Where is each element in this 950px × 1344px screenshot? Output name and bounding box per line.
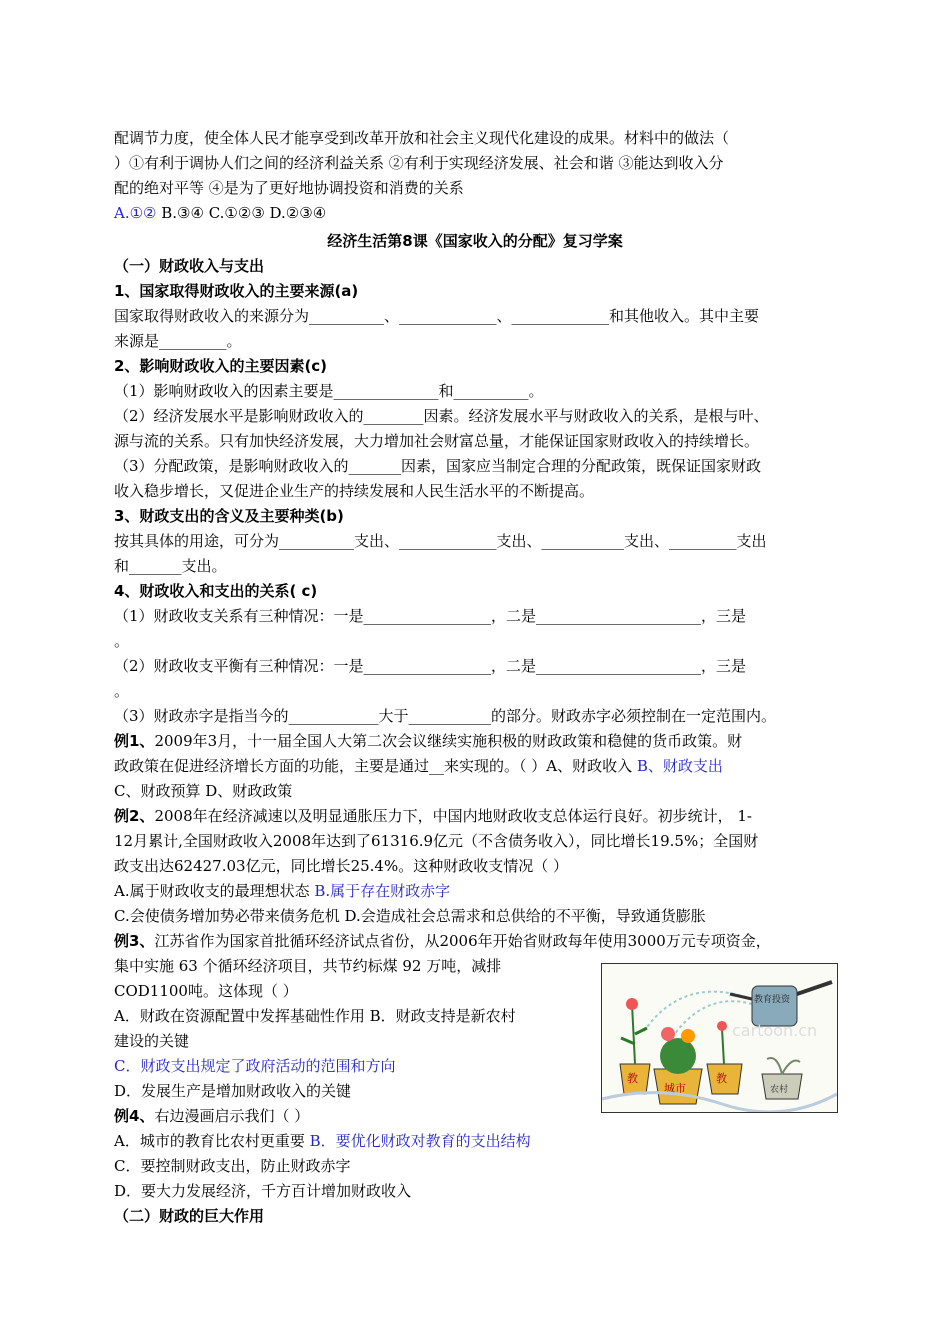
line-text: 集中实施 63 个循环经济项目，共节约标煤 92 万吨，减排 bbox=[114, 957, 502, 975]
text-line bbox=[114, 431, 759, 451]
section-heading bbox=[114, 581, 317, 601]
line-text: 按其具体的用途，可分为__________支出、_____________支出、___________支出、_________支出 bbox=[114, 532, 767, 550]
line-text: A．城市的教育比农村更重要 bbox=[114, 1132, 310, 1150]
line-text: （3）财政赤字是指当今的____________大于___________的部分。财政赤字必须控制在一定范围内。 bbox=[114, 707, 777, 725]
example-label: 例3、 bbox=[114, 932, 155, 950]
text-line bbox=[114, 781, 292, 801]
line-text: 12月累计,全国财政收入2008年达到了61316.9亿元（不含债务收入），同比增长19.5%；全国财 bbox=[114, 832, 759, 850]
text-line bbox=[114, 178, 464, 198]
text-line bbox=[114, 906, 706, 926]
line-text: 来源是_________。 bbox=[114, 332, 242, 350]
line-text: A．财政在资源配置中发挥基础性作用 B．财政支持是新农村 bbox=[114, 1007, 516, 1025]
cartoon-drawing bbox=[602, 964, 837, 1112]
line-text: （二）财政的巨大作用 bbox=[114, 1207, 265, 1225]
line-text: A.属于财政收支的最理想状态 bbox=[114, 882, 315, 900]
line-text: 建设的关键 bbox=[114, 1032, 190, 1050]
text-line bbox=[114, 756, 723, 776]
example-label: 例2、 bbox=[114, 807, 155, 825]
text-line bbox=[114, 1081, 351, 1101]
text-line bbox=[114, 706, 776, 726]
text-line bbox=[114, 881, 450, 901]
page-title bbox=[0, 230, 950, 251]
line-text: （一）财政收入与支出 bbox=[114, 257, 265, 275]
text-line bbox=[114, 981, 298, 1001]
text-line bbox=[114, 856, 568, 876]
line-text: 2008年在经济减速以及明显通胀压力下，中国内地财政收支总体运行良好。初步统计， 1- bbox=[154, 807, 752, 825]
line-text: 4、财政收入和支出的关系( c) bbox=[114, 582, 318, 600]
text-line bbox=[114, 831, 758, 851]
line-text: 。 bbox=[114, 632, 130, 650]
text-line bbox=[114, 128, 729, 148]
text-line bbox=[114, 531, 767, 551]
answer-option: A.①② bbox=[114, 204, 157, 222]
line-text: （2）财政收支平衡有三种情况：一是_________________，二是______________________，三是 bbox=[114, 657, 747, 675]
text-line bbox=[114, 606, 746, 626]
text-line bbox=[114, 481, 594, 501]
example-label: 例4、 bbox=[114, 1107, 155, 1125]
text-line bbox=[114, 806, 752, 826]
example-label: 例1、 bbox=[114, 732, 155, 750]
text-line bbox=[114, 556, 227, 576]
text-line bbox=[114, 1106, 309, 1126]
section-heading bbox=[114, 281, 358, 301]
text-line bbox=[114, 381, 544, 401]
section-heading bbox=[114, 506, 344, 526]
pot-mid-label: 城市 bbox=[664, 1082, 686, 1095]
line-text: ）①有利于调协人们之间的经济利益关系 ②有利于实现经济发展、社会和谐 ③能达到收入分 bbox=[114, 154, 724, 172]
text-line bbox=[114, 956, 501, 976]
line-text: 经济生活第8课《国家收入的分配》复习学案 bbox=[327, 232, 623, 250]
line-text: 2009年3月，十一届全国人大第二次会议继续实施积极的财政政策和稳健的货币政策。财 bbox=[154, 732, 743, 750]
line-text: 政政策在促进经济增长方面的功能，主要是通过__来实现的。（ ）A、财政收入 bbox=[114, 757, 637, 775]
text-line bbox=[114, 1156, 350, 1176]
line-text: C．要控制财政支出，防止财政赤字 bbox=[114, 1157, 351, 1175]
line-text: 3、财政支出的含义及主要种类(b) bbox=[114, 507, 344, 525]
text-line bbox=[114, 1056, 395, 1076]
line-text: 江苏省作为国家首批循环经济试点省份，从2006年开始省财政每年使用3000万元专项资金， bbox=[154, 932, 771, 950]
text-line bbox=[114, 931, 771, 951]
line-text: C.会使债务增加势必带来债务危机 D.会造成社会总需求和总供给的不平衡，导致通货膨胀 bbox=[114, 907, 706, 925]
line-text: 和_______支出。 bbox=[114, 557, 227, 575]
line-text: 国家取得财政收入的来源分为__________、_____________、_____________和其他收入。其中主要 bbox=[114, 307, 760, 325]
text-line bbox=[114, 203, 326, 223]
answer-option: B．要优化财政对教育的支出结构 bbox=[309, 1132, 531, 1150]
line-text: （3）分配政策，是影响财政收入的_______因素，国家应当制定合理的分配政策，既保证国家财政 bbox=[114, 457, 762, 475]
answer-option: B、财政支出 bbox=[636, 757, 723, 775]
line-text: COD1100吨。这体现（ ） bbox=[114, 982, 298, 1000]
text-line bbox=[114, 1131, 531, 1151]
pot-right-label: 教 bbox=[716, 1072, 727, 1085]
text-line bbox=[114, 681, 129, 701]
watermark: cartoon.cn bbox=[732, 1021, 818, 1040]
text-line bbox=[114, 406, 769, 426]
line-text: 收入稳步增长，又促进企业生产的持续发展和人民生活水平的不断提高。 bbox=[114, 482, 595, 500]
line-text: 源与流的关系。只有加快经济发展，大力增加社会财富总量，才能保证国家财政收入的持续增长。 bbox=[114, 432, 760, 450]
section-heading bbox=[114, 356, 327, 376]
text-line bbox=[114, 1031, 189, 1051]
text-line bbox=[114, 1006, 516, 1026]
section-heading bbox=[114, 1206, 264, 1226]
line-text: （1）财政收支关系有三种情况：一是_________________，二是______________________，三是 bbox=[114, 607, 747, 625]
cartoon-illustration bbox=[601, 963, 838, 1113]
line-text: （2）经济发展水平是影响财政收入的________因素。经济发展水平与财政收入的关系，是根与叶、 bbox=[114, 407, 769, 425]
line-text: C、财政预算 D、财政政策 bbox=[114, 782, 293, 800]
text-line bbox=[114, 456, 761, 476]
line-text: 配的绝对平等 ④是为了更好地协调投资和消费的关系 bbox=[114, 179, 464, 197]
line-text: 。 bbox=[114, 682, 130, 700]
text-line bbox=[114, 153, 724, 173]
text-line bbox=[114, 656, 746, 676]
answer-option: B.属于存在财政赤字 bbox=[314, 882, 451, 900]
text-line bbox=[114, 1181, 411, 1201]
line-text: B.③④ C.①②③ D.②③④ bbox=[156, 204, 327, 222]
line-text: 配调节力度，使全体人民才能享受到改革开放和社会主义现代化建设的成果。材料中的做法（ bbox=[114, 129, 730, 147]
line-text: 1、国家取得财政收入的主要来源(a) bbox=[114, 282, 359, 300]
pot-left-label: 教 bbox=[627, 1072, 638, 1085]
text-line bbox=[114, 331, 242, 351]
text-line bbox=[114, 731, 742, 751]
line-text: 右边漫画启示我们（ ） bbox=[154, 1107, 310, 1125]
can-label: 教育投资 bbox=[754, 995, 791, 1005]
text-line bbox=[114, 631, 129, 651]
pot-village-label: 农村 bbox=[770, 1085, 789, 1095]
section-heading bbox=[114, 256, 264, 276]
line-text: 政支出达62427.03亿元，同比增长25.4%。这种财政收支情况（ ） bbox=[114, 857, 568, 875]
line-text: C．财政支出规定了政府活动的范围和方向 bbox=[114, 1057, 396, 1075]
line-text: （1）影响财政收入的因素主要是______________和__________。 bbox=[114, 382, 544, 400]
text-line bbox=[114, 306, 759, 326]
line-text: D．要大力发展经济，千方百计增加财政收入 bbox=[114, 1182, 412, 1200]
line-text: 2、影响财政收入的主要因素(c) bbox=[114, 357, 328, 375]
line-text: D．发展生产是增加财政收入的关键 bbox=[114, 1082, 352, 1100]
